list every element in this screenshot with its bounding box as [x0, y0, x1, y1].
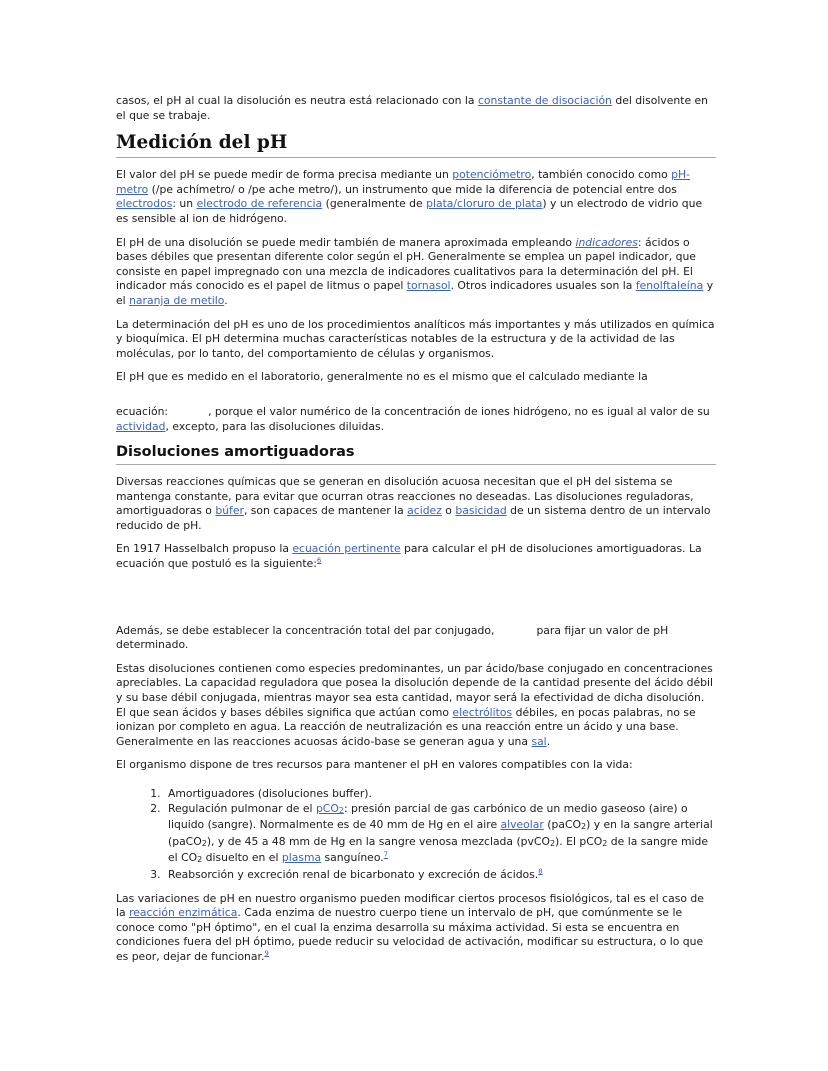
text: : presión parcial de gas carbónico de un medio gaseoso (aire) o liquido (sangre). Normalmente es de 40 mm de Hg en el aire	[168, 801, 688, 832]
link-fenolftaleina[interactable]: fenolftaleína	[635, 279, 704, 293]
text: : un	[172, 197, 197, 211]
reference-8[interactable]: 8	[538, 867, 543, 876]
text: del disolvente en el que se trabaje.	[116, 94, 709, 122]
text: pCO	[315, 801, 339, 815]
text: En 1917 Hasselbalch propuso la	[116, 542, 293, 556]
link-plasma[interactable]: plasma	[281, 851, 322, 865]
paragraph-potenciometro	[116, 168, 716, 226]
equation-placeholder	[116, 385, 716, 405]
text: .	[224, 293, 228, 307]
text: para calcular el pH de disoluciones amortiguadoras. La ecuación que postuló es la siguiente:	[116, 542, 702, 571]
text: (/pe achímetro/ o /pe ache metro/), un instrumento que mide la diferencia de potencial entre dos	[148, 182, 677, 196]
link-alveolar[interactable]: alveolar	[500, 818, 544, 832]
link-ph-metro[interactable]: pH-metro	[116, 168, 690, 196]
text: débiles, en pocas palabras, no se ionizan por completo en agua. La reacción de neutralización es una reacción entre un ácido y una base. Generalmente en las reacciones acuosas ácido-base se generan agua y una	[116, 705, 696, 748]
formula-placeholder	[116, 572, 716, 624]
text: y el	[116, 279, 714, 307]
paragraph-laboratorio: El pH que es medido en el laboratorio, generalmente no es el mismo que el calculado mediante la	[116, 370, 648, 384]
text: Estas disoluciones contienen como especies predominantes, un par ácido/base conjugado en concentraciones apreciables. La capacidad reguladora que posea la disolución depende de la cantidad presente del ácido débil y su base débil conjugada, mientras mayor sea esta cantidad, mayor será la efectividad de dicha disolución. El que sean ácidos y bases débiles significa que actúan como	[116, 661, 714, 719]
link-electrodos[interactable]: electrodos	[116, 197, 173, 211]
list-item	[164, 802, 716, 868]
text: casos, el pH al cual la disolución es neutra está relacionado con la	[116, 94, 478, 107]
link-basicidad[interactable]: basicidad	[455, 504, 507, 518]
reference-6[interactable]: 6	[316, 556, 322, 565]
text: para fijar un valor de pH determinado.	[116, 623, 669, 652]
section-heading-medicion: Medición del pH	[116, 132, 716, 158]
text: , excepto, para las disoluciones diluidas.	[165, 419, 385, 433]
text: . Otros indicadores usuales son la	[450, 279, 636, 293]
text: Regulación pulmonar de el	[168, 801, 316, 815]
text: Diversas reacciones químicas que se generan en disolución acuosa necesitan que el pH del sistema se mantenga constante, para evitar que ocurran otras reacciones no deseadas. Las disoluciones reguladoras, amortiguadoras o	[116, 475, 694, 518]
paragraph-ecuacion	[116, 405, 716, 434]
subscript: 2	[602, 838, 608, 848]
subscript: 2	[338, 805, 344, 815]
text: . Cada enzima de nuestro cuerpo tiene un intervalo de pH, que comúnmente se le conoce como "pH óptimo", en el cual la enzima desarrolla su máxima actividad. Si esta se encuentra en condiciones fuera del pH óptimo, puede reducir su velocidad de activación, modificar su estructura, o lo que es peor, dejar de funcionar.	[116, 906, 704, 963]
paragraph-reacciones	[116, 475, 716, 533]
text: , porque el valor numérico de la concentración de iones hidrógeno, no es igual al valor de su	[208, 404, 710, 418]
text: (generalmente de	[322, 197, 427, 211]
section-heading-disoluciones: Disoluciones amortiguadoras	[116, 443, 716, 465]
link-actividad[interactable]: actividad	[116, 419, 166, 433]
paragraph-hasselbalch	[116, 542, 716, 571]
paragraph-intro	[116, 94, 716, 123]
list-item	[164, 868, 716, 883]
text: El valor del pH se puede medir de forma precisa mediante un	[116, 168, 453, 182]
text: El pH de una disolución se puede medir también de manera aproximada empleando	[116, 235, 576, 249]
paragraph-especies	[116, 662, 716, 750]
text: sanguíneo.	[321, 851, 384, 865]
link-tornasol[interactable]: tornasol	[406, 279, 451, 293]
link-plata-cloruro-de-plata[interactable]: plata/cloruro de plata	[426, 197, 543, 211]
reference-7[interactable]: 7	[383, 850, 389, 859]
link-naranja-de-metilo[interactable]: naranja de metilo	[129, 293, 225, 307]
text: ), y de 45 a 48 mm de Hg en la sangre venosa mezclada (pvCO	[206, 834, 550, 848]
paragraph-organismo: El organismo dispone de tres recursos para mantener el pH en valores compatibles con la vida:	[116, 758, 633, 772]
text: ecuación:	[116, 404, 169, 418]
link-reaccion-enzimatica[interactable]: reacción enzimática	[129, 906, 238, 920]
text: (paCO	[543, 818, 581, 832]
paragraph-par-conjugado	[116, 624, 716, 653]
document-page	[116, 94, 716, 974]
text: Además, se debe establecer la concentración total del par conjugado,	[116, 623, 495, 637]
paragraph-determinacion: La determinación del pH es uno de los procedimientos analíticos más importantes y más utilizados en química y bioquímica. El pH determina muchas características notables de la estructura y de la actividad de las moléculas, por lo tanto, del comportamiento de células y organismos.	[116, 317, 715, 360]
link-bufer[interactable]: búfer	[215, 504, 244, 518]
text: Reabsorción y excreción renal de bicarbonato y excreción de ácidos.	[168, 867, 539, 881]
paragraph-indicadores	[116, 236, 716, 309]
text: , son capaces de mantener la	[243, 504, 408, 518]
link-constante-de-disociacion[interactable]: constante de disociación	[477, 94, 612, 107]
reference-9[interactable]: 9	[264, 949, 269, 958]
text: Amortiguadores (disoluciones buffer).	[168, 787, 372, 800]
link-acidez[interactable]: acidez	[407, 504, 442, 518]
link-ecuacion-pertinente[interactable]: ecuación pertinente	[292, 542, 401, 556]
link-pco2[interactable]	[316, 802, 344, 815]
link-indicadores[interactable]: indicadores	[575, 235, 638, 249]
link-electrodo-de-referencia[interactable]: electrodo de referencia	[196, 197, 323, 211]
paragraph-variaciones	[116, 892, 716, 965]
text: : ácidos o bases débiles que presentan diferente color según el pH. Generalmente se emplea un papel indicador, que consiste en papel impregnado con una mezcla de indicadores cualitativos para la determinación del pH. El indicador más conocido es el papel de litmus o papel	[116, 235, 696, 293]
text: .	[546, 734, 551, 748]
subscript: 2	[580, 822, 587, 832]
text: ). El pCO	[555, 834, 603, 848]
list-item	[164, 787, 716, 802]
subscript: 2	[197, 855, 203, 865]
text: Las variaciones de pH en nuestro organismo pueden modificar ciertos procesos fisiológicos, tal es el caso de la	[116, 891, 704, 920]
text: de un sistema dentro de un intervalo reducido de pH.	[116, 504, 711, 532]
text: de la sangre mide el CO	[168, 834, 709, 865]
text: ) y un electrodo de vidrio que es sensible al ion de hidrógeno.	[116, 197, 703, 225]
recursos-list	[116, 787, 716, 883]
text: , también conocido como	[531, 168, 672, 182]
link-potenciometro[interactable]: potenciómetro	[452, 168, 532, 182]
link-sal[interactable]: sal	[531, 734, 547, 748]
text: disuelto en el	[202, 851, 282, 865]
subscript: 2	[201, 838, 207, 848]
text: o	[441, 504, 456, 518]
subscript: 2	[549, 838, 556, 848]
text: ) y en la sangre arterial (paCO	[168, 818, 713, 848]
link-electrolitos[interactable]: electrólitos	[452, 705, 513, 719]
